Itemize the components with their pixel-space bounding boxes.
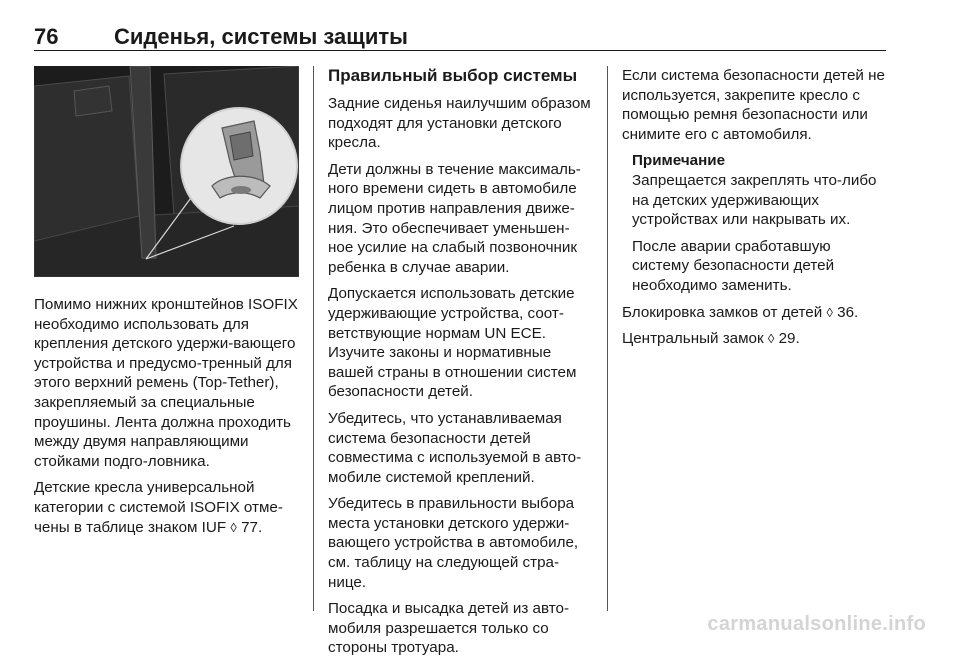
section-heading: Правильный выбор системы xyxy=(328,66,578,85)
reference-text: Блокировка замков от детей xyxy=(622,303,823,321)
paragraph: Убедитесь, что устанавливаемая система безопасности детей совместима с используемой в авто-мобиле системой креплений. xyxy=(328,409,582,486)
paragraph-text: Детские кресла универсальной категории с системой ISOFIX отме-чены в таблице знаком IUF xyxy=(34,479,283,536)
watermark: carmanualsonline.info xyxy=(707,613,926,635)
column-2 xyxy=(328,66,594,665)
header-divider xyxy=(34,50,886,51)
cross-reference xyxy=(622,329,888,349)
paragraph: Дети должны в течение максималь-ного времени сидеть в автомобиле лицом против направления движе-ния. Это обеспечивает уменьшен-ное усилие на слабый позвоночник ребенка в случае аварии. xyxy=(328,160,581,276)
paragraph: Задние сиденья наилучшим образом подходят для установки детского кресла. xyxy=(328,95,591,152)
paragraph: Убедитесь в правильности выбора места установки детского удержи-вающего устройства в автомобиле, см. таблицу на следующей стра-нице. xyxy=(328,495,579,591)
page-header xyxy=(34,24,886,52)
paragraph: Посадка и высадка детей из авто-мобиля разрешается только со стороны тротуара. xyxy=(328,600,570,657)
note-paragraph: После аварии сработавшую систему безопасности детей необходимо заменить. xyxy=(632,237,835,294)
cross-reference xyxy=(622,303,888,323)
page-ref-link[interactable]: 36. xyxy=(837,303,859,321)
note-title: Примечание xyxy=(632,152,726,170)
page-number: 76 xyxy=(34,24,59,49)
paragraph: Допускается использовать детские удерживающие устройства, соот-ветствующие нормам UN ECE. Изучите законы и нормативные вашей страны в отношении систем безопасности детей. xyxy=(328,285,577,401)
column-divider-1 xyxy=(313,66,314,611)
reference-text: Центральный замок xyxy=(622,330,764,348)
paragraph: Помимо нижних кронштейнов ISOFIX необходимо использовать для крепления детского удержи-вающего устройства и предусмо-тренный для этого верхний ремень (Top-Tether), закрепляемый за специальные проушины. Лента должна проходить между двумя направляющими стойками подго-ловника. xyxy=(34,296,298,470)
column-3 xyxy=(622,66,888,356)
page-ref-arrow-icon: ◊ xyxy=(826,304,833,320)
note-block xyxy=(622,151,888,295)
seat-anchor-picture xyxy=(34,66,299,277)
isofix-seat-illustration xyxy=(34,66,299,277)
column-1 xyxy=(34,66,299,544)
page-ref-link[interactable]: 29. xyxy=(778,330,800,348)
page-ref-link[interactable]: 77. xyxy=(241,518,263,536)
paragraph: Если система безопасности детей не используется, закрепите кресло с помощью ремня безопасности или снимите его с автомобиля. xyxy=(622,67,885,143)
note-paragraph: Запрещается закреплять что-либо на детских удерживающих устройствах или накрывать их. xyxy=(632,171,877,229)
page-title: Сиденья, системы защиты xyxy=(114,24,408,49)
page-ref-arrow-icon: ◊ xyxy=(230,519,237,535)
page-ref-arrow-icon: ◊ xyxy=(767,331,775,347)
column-divider-2 xyxy=(607,66,608,611)
paragraph xyxy=(34,478,299,537)
